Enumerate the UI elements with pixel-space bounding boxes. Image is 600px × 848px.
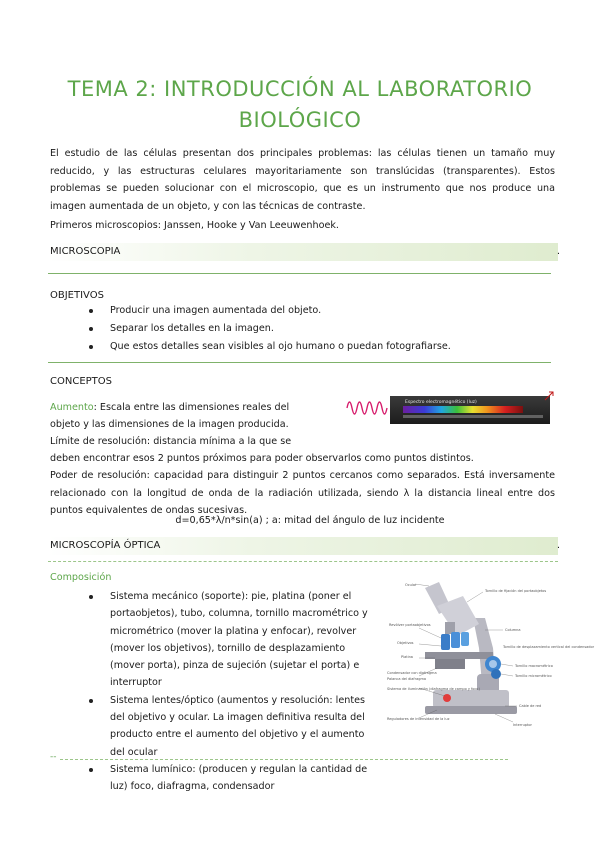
trailing-dot: . bbox=[556, 246, 560, 257]
label-tornillo-macro: Tornillo macrométrico bbox=[515, 664, 553, 668]
label-tornillo-micro: Tornillo micrométrico bbox=[515, 674, 552, 678]
objetivos-heading: OBJETIVOS bbox=[50, 290, 104, 301]
section-heading: MICROSCOPÍA ÓPTICA bbox=[50, 540, 161, 551]
aumento-line1 bbox=[50, 399, 335, 417]
objetivos-list bbox=[110, 302, 560, 356]
bottom-mark: -- bbox=[50, 752, 57, 762]
composicion-list bbox=[110, 588, 382, 796]
limite-line1: Límite de resolución: distancia mínima a la que se bbox=[50, 436, 292, 447]
list-item: Sistema lentes/óptico (aumentos y resolución: lentes del objetivo y ocular. La imagen definitiva resulta del producto entre el aumento del objetivo y el aumento del ocular bbox=[110, 692, 382, 761]
label-interruptor: Interruptor bbox=[513, 723, 532, 727]
divider bbox=[48, 362, 551, 363]
primeros-microscopios: Primeros microscopios: Janssen, Hooke y Van Leeuwenhoek. bbox=[50, 220, 339, 231]
spectrum-title: Espectro electromagnético (luz) bbox=[405, 400, 477, 405]
list-item: Producir una imagen aumentada del objeto. bbox=[110, 302, 560, 320]
aumento-definition: : Escala entre las dimensiones reales del bbox=[93, 402, 290, 413]
section-microscopia-optica bbox=[48, 537, 558, 555]
label-condensador: Condensador con diafragma bbox=[387, 671, 437, 675]
poder-resolucion: Poder de resolución: capacidad para distinguir 2 puntos cercanos como separados. Está inversamente relacionado con la longitud de onda de la radiación utilizada, siendo λ la distancia lineal entre dos puntos equivalentes de ondas sucesivas. bbox=[50, 470, 555, 516]
composicion-heading: Composición bbox=[50, 572, 112, 583]
label-palanca: Palanca del diafragma bbox=[387, 677, 427, 681]
spectrum-image bbox=[345, 388, 560, 428]
limite-line2: deben encontrar esos 2 puntos próximos para poder observarlos como puntos distintos. bbox=[50, 453, 474, 464]
intro-paragraph: El estudio de las células presentan dos principales problemas: las células tienen un tamaño muy reducido, y las estructuras celulares mayoritariamente son translúcidas (transparentes). Estos problemas se pueden solucionar con el microscopio, que es un instrumento que nos produce una imagen aumentada de un objeto, y con las técnicas de contraste. bbox=[50, 148, 555, 212]
label-tornillo-portaobjetos: Tornillo de fijación del portaobjetos bbox=[485, 589, 547, 593]
wave-icon bbox=[347, 402, 387, 414]
page-title-line1: TEMA 2: INTRODUCCIÓN AL LABORATORIO bbox=[67, 77, 533, 101]
section-heading: MICROSCOPIA bbox=[50, 246, 121, 257]
aumento-line2: objeto y las dimensiones de la imagen producida. bbox=[50, 419, 289, 430]
label-regulador: Reguladores de intensidad de la luz bbox=[387, 717, 450, 721]
label-columna: Columna bbox=[505, 628, 521, 632]
divider bbox=[48, 273, 551, 274]
list-item: Que estos detalles sean visibles al ojo humano o puedan fotografiarse. bbox=[110, 338, 560, 356]
label-cable: Cable de red bbox=[519, 704, 542, 708]
label-sistema-iluminacion: Sistema de iluminación (diafragma de campo y foco) bbox=[387, 687, 480, 691]
label-tornillo-desplazamiento: Tornillo de desplazamiento vertical del condensador bbox=[503, 645, 595, 649]
conceptos-heading: CONCEPTOS bbox=[50, 376, 112, 387]
formula: d=0,65*λ/n*sin(a) ; a: mitad del ángulo de luz incidente bbox=[175, 515, 445, 526]
trailing-dot: . bbox=[556, 540, 560, 551]
aumento-term: Aumento bbox=[50, 402, 94, 413]
list-item: Separar los detalles en la imagen. bbox=[110, 320, 560, 338]
divider bbox=[48, 561, 558, 562]
label-revolver: Revólver portaobjetivos bbox=[389, 623, 431, 627]
microscope-diagram bbox=[385, 578, 595, 738]
section-microscopia bbox=[48, 243, 558, 261]
list-item: Sistema lumínico: (producen y regulan la cantidad de luz) foco, diafragma, condensador bbox=[110, 761, 382, 796]
label-platina: Platina bbox=[401, 655, 413, 659]
label-ocular: Ocular bbox=[405, 583, 417, 587]
list-item: Sistema mecánico (soporte): pie, platina (poner el portaobjetos), tubo, columna, tornillo macrométrico y micrométrico (mover la platina y enfocar), revolver (mover los objetivos), tornillo de desplazamiento (mover porta), pinza de sujeción (sujetar el porta) e interruptor bbox=[110, 588, 382, 692]
label-objetivos: Objetivos bbox=[397, 641, 414, 645]
page-title-line2: BIOLÓGICO bbox=[238, 108, 362, 132]
divider bbox=[60, 759, 508, 760]
